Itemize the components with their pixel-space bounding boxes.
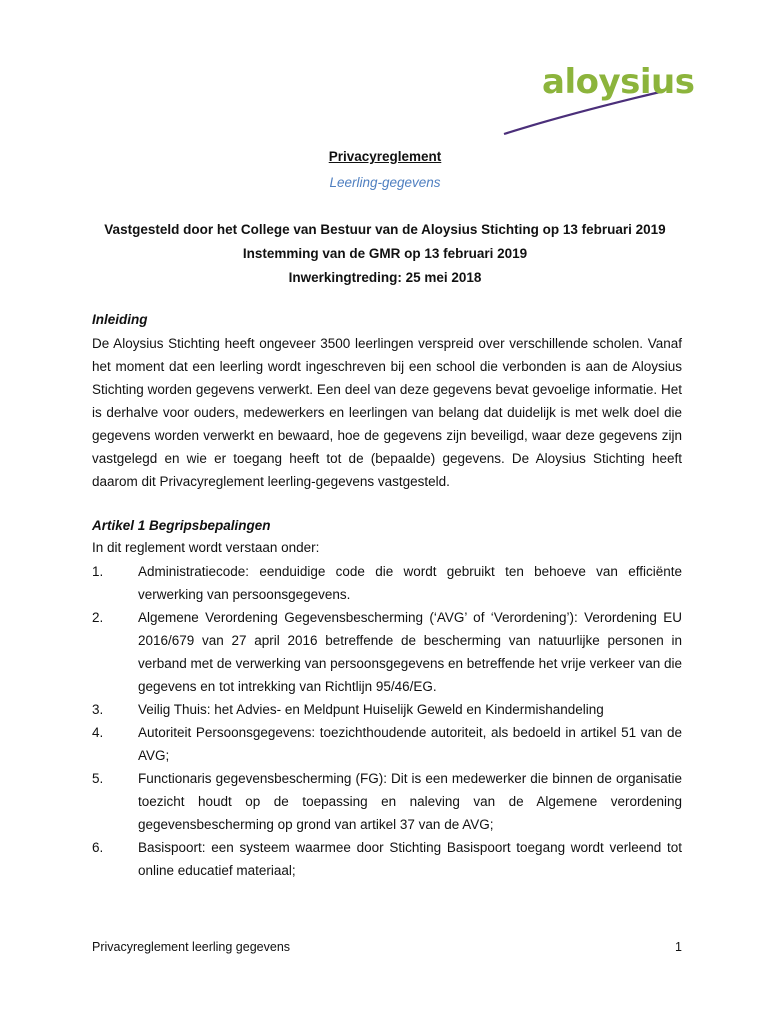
adoption-info	[0, 218, 770, 290]
page-title: Privacyreglement	[328, 149, 442, 164]
list-item-number: 2.	[92, 610, 104, 625]
footer-document-name: Privacyreglement leerling gegevens	[92, 940, 291, 954]
page-number: 1	[675, 940, 682, 954]
list-item-text: Basispoort: een systeem waarmee door Stichting Basispoort toegang wordt verleend tot online educatief materiaal;	[138, 840, 682, 878]
list-item-number: 3.	[92, 702, 104, 717]
list-item	[92, 767, 682, 836]
list-item-number: 6.	[92, 840, 104, 855]
list-item-number: 5.	[92, 771, 104, 786]
list-item	[92, 698, 682, 721]
article-1-section	[92, 516, 682, 882]
intro-section	[92, 310, 682, 493]
list-item-text: Algemene Verordening Gegevensbescherming (‘AVG’ of ‘Verordening’): Verordening EU 2016/679 van 27 april 2016 betreffende de bescherming van natuurlijke personen in verband met de verwerking van persoonsgegevens en betreffende het vrije verkeer van die gegevens en tot intrekking van Richtlijn 95/46/EG.	[138, 610, 682, 694]
consent-line: Instemming van de GMR op 13 februari 2019	[242, 246, 528, 261]
article-1-heading: Artikel 1 Begripsbepalingen	[92, 518, 271, 533]
effective-date-line: Inwerkingtreding: 25 mei 2018	[288, 270, 482, 285]
definitions-list	[92, 560, 682, 882]
list-item-text: Administratiecode: eenduidige code die wordt gebruikt ten behoeve van efficiënte verwerking van persoonsgegevens.	[138, 564, 682, 602]
list-item-text: Functionaris gegevensbescherming (FG): Dit is een medewerker die binnen de organisatie toezicht houdt op de toepassing en naleving van de Algemene verordening gegevensbescherming op grond van artikel 37 van de AVG;	[138, 771, 682, 832]
aloysius-logo	[502, 62, 695, 138]
list-item	[92, 836, 682, 882]
list-item-number: 1.	[92, 564, 104, 579]
list-item	[92, 560, 682, 606]
logo-wordmark: aloysius	[542, 62, 695, 102]
list-item-number: 4.	[92, 725, 104, 740]
intro-heading: Inleiding	[92, 312, 148, 327]
intro-paragraph: De Aloysius Stichting heeft ongeveer 3500 leerlingen verspreid over verschillende scholen. Vanaf het moment dat een leerling wordt ingeschreven bij een school die verbonden is aan de Aloysius Stichting worden gegevens verwerkt. Een deel van deze gegevens bevat gevoelige informatie. Het is derhalve voor ouders, medewerkers en leerlingen van belang dat duidelijk is met welk doel die gegevens worden verwerkt en bewaard, hoe de gegevens zijn beveiligd, waar deze gegevens zijn vastgelegd en wie er toegang heeft tot de (bepaalde) gegevens. De Aloysius Stichting heeft daarom dit Privacyreglement leerling-gegevens vastgesteld.	[92, 336, 682, 489]
article-1-intro: In dit reglement wordt verstaan onder:	[92, 540, 320, 555]
page-subtitle: Leerling-gegevens	[329, 175, 441, 190]
adoption-line: Vastgesteld door het College van Bestuur van de Aloysius Stichting op 13 februari 2019	[104, 222, 666, 237]
list-item-text: Autoriteit Persoonsgegevens: toezichthoudende autoriteit, als bedoeld in artikel 51 van de AVG;	[138, 725, 682, 763]
list-item-text: Veilig Thuis: het Advies- en Meldpunt Huiselijk Geweld en Kindermishandeling	[138, 702, 604, 717]
list-item	[92, 721, 682, 767]
title-block	[0, 148, 770, 192]
list-item	[92, 606, 682, 698]
